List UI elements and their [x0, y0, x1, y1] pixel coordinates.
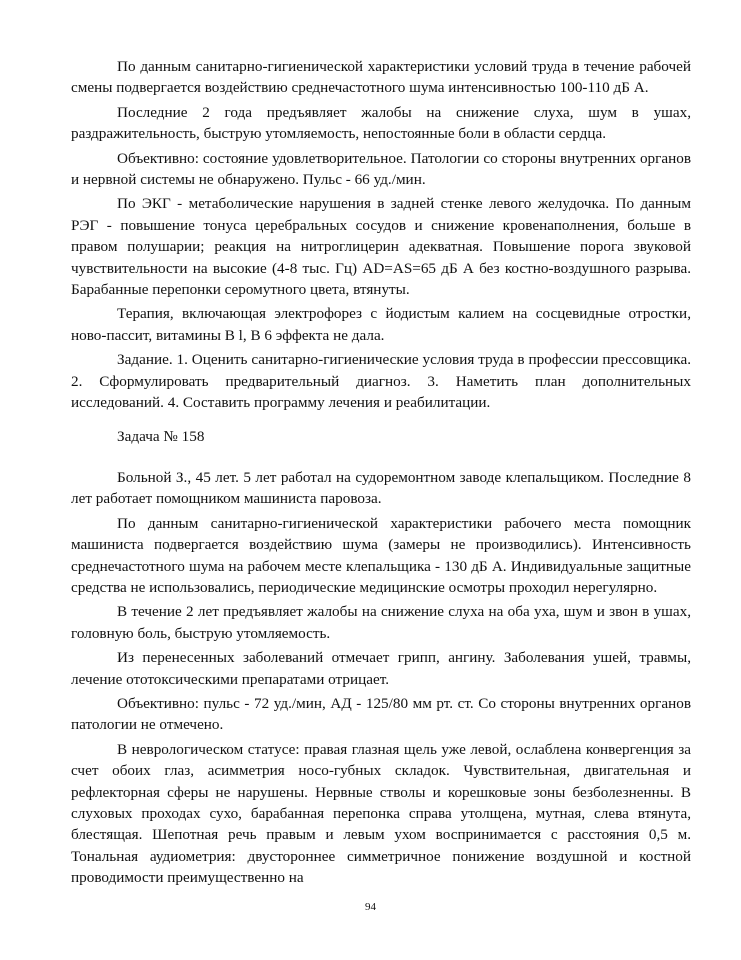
page-number: 94 [365, 901, 376, 913]
paragraph-complaints-2: В течение 2 лет предъявляет жалобы на снижение слуха на оба уха, шум и звон в ушах, головную боль, быструю утомляемость. [71, 603, 691, 642]
task-heading: Задача № 158 [117, 427, 205, 445]
paragraph-past-illnesses: Из перенесенных заболеваний отмечает грипп, ангину. Заболевания ушей, травмы, лечение ототоксическими препаратами отрицает. [71, 649, 691, 688]
paragraph-ecg-reg-findings: По ЭКГ - метаболические нарушения в задней стенке левого желудочка. По данным РЭГ - повышение тонуса церебральных сосудов и снижение кровенаполнения, больше в правом полушарии; реакция на нитроглицерин адекватная. Повышение порога звуковой чувствительности на высокие (4-8 тыс. Гц) AD=AS=65 дБ А без костно-воздушного разрыва. Барабанные перепонки серомутного цвета, втянуты. [71, 195, 691, 299]
paragraph-complaints: Последние 2 года предъявляет жалобы на снижение слуха, шум в ушах, раздражительность, быструю утомляемость, непостоянные боли в области сердца. [71, 103, 691, 143]
paragraph-assignment: Задание. 1. Оценить санитарно-гигиенические условия труда в профессии прессовщика. 2. Сформулировать предварительный диагноз. 3. Наметить план дополнительных исследований. 4. Составить программу лечения и реабилитации. [71, 351, 691, 412]
paragraph-neurological-status: В неврологическом статусе: правая глазная щель уже левой, ослаблена конвергенция за счет обоих глаз, асимметрия носо-губных складок. Чувствительная, двигательная и рефлекторная сферы не нарушены. Нервные стволы и корешковые зоны безболезненны. В слуховых проходах сухо, барабанная перепонка справа утолщена, мутная, слева втянута, блестящая. Шепотная речь правым и левым ухом воспринимается с расстояния 0,5 м. Тональная аудиометрия: двустороннее симметричное понижение воздушной и костной проводимости преимущественно на [71, 740, 691, 887]
paragraph-therapy: Терапия, включающая электрофорез с йодистым калием на сосцевидные отростки, ново-пассит, витамины В l, В 6 эффекта не дала. [71, 305, 691, 344]
document-page [71, 56, 691, 889]
paragraph-objective-2: Объективно: пульс - 72 уд./мин, АД - 125/80 мм рт. ст. Со стороны внутренних органов патологии не отмечено. [71, 694, 691, 734]
paragraph-noise-exposure: По данным санитарно-гигиенической характеристики условий труда в течение рабочей смены подвергается воздействию среднечастотного шума интенсивностью 100-110 дБ А. [71, 58, 691, 97]
paragraph-workplace-characteristics: По данным санитарно-гигиенической характеристики рабочего места помощник машиниста подвергается воздействию шума (замеры не производились). Интенсивность среднечастотного шума на рабочем месте клепальщика - 130 дБ А. Индивидуальные защитные средства не использовались, периодические медицинские осмотры проходил нерегулярно. [71, 514, 691, 596]
paragraph-patient-history: Больной З., 45 лет. 5 лет работал на судоремонтном заводе клепальщиком. Последние 8 лет работает помощником машиниста паровоза. [71, 468, 691, 508]
paragraph-objective-status: Объективно: состояние удовлетворительное. Патологии со стороны внутренних органов и нервной системы не обнаружено. Пульс - 66 уд./мин. [71, 149, 691, 189]
